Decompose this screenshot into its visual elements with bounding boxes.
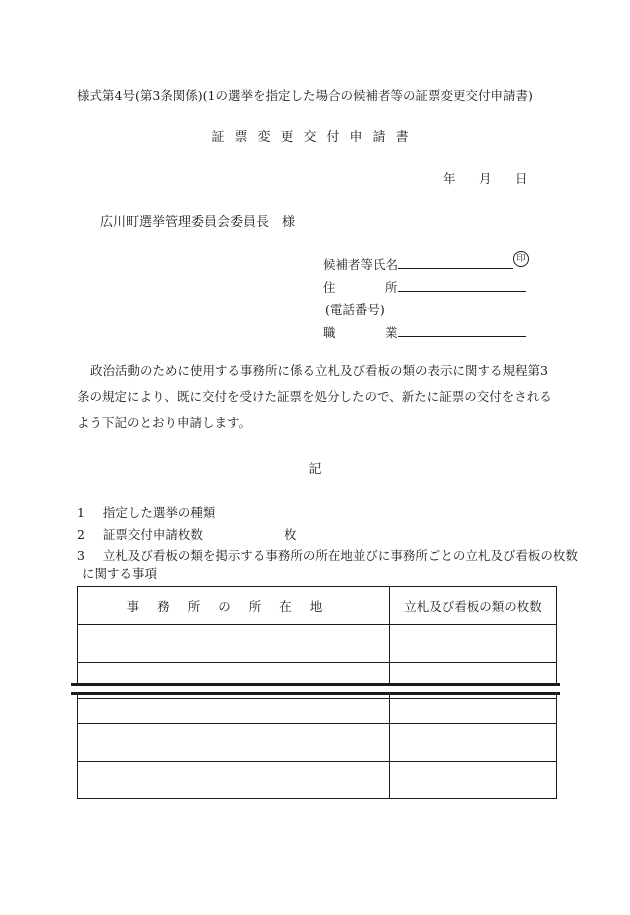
table-break-mark <box>71 683 560 695</box>
table-cell-location[interactable] <box>78 724 390 762</box>
table-row <box>78 699 557 724</box>
item-2-number: 2 <box>77 527 85 542</box>
table-cell-location[interactable] <box>78 762 390 799</box>
table-cell-count[interactable] <box>390 625 557 663</box>
item-1-text: 指定した選挙の種類 <box>102 505 216 520</box>
item-3 <box>77 546 578 564</box>
body-paragraph: 政治活動のために使用する事務所に係る立札及び看板の類の表示に関する規程第3条の規定により、既に交付を受けた証票を処分したので、新たに証票の交付をされるよう下記のとおり申請します。 <box>77 363 552 430</box>
table-cell-count[interactable] <box>390 762 557 799</box>
document-title: 証票変更交付申請書 <box>211 130 419 145</box>
date-month: 月 <box>479 171 492 186</box>
table-cell-location[interactable] <box>78 625 390 663</box>
phone-label: (電話番号) <box>325 302 385 317</box>
table-row <box>78 762 557 799</box>
item-1 <box>77 503 215 521</box>
occupation-label-2: 業 <box>385 325 398 340</box>
table-cell-count[interactable] <box>390 699 557 724</box>
address-line[interactable] <box>398 291 526 292</box>
table-row <box>78 625 557 663</box>
date-year: 年 <box>443 171 456 186</box>
item-2 <box>77 525 203 543</box>
addressee: 広川町選挙管理委員会委員長 様 <box>100 215 296 230</box>
item-3-number: 3 <box>77 548 85 563</box>
table-header-row <box>78 587 557 625</box>
ki-label: 記 <box>308 462 322 477</box>
item-3-text-line1: 立札及び看板の類を掲示する事務所の所在地並びに事務所ごとの立札及び看板の枚数 <box>102 548 578 563</box>
table-header-location: 事務所の所在地 <box>78 587 390 625</box>
item-1-number: 1 <box>77 505 85 520</box>
address-label-2: 所 <box>385 280 398 295</box>
form-header: 様式第4号(第3条関係)(1の選挙を指定した場合の候補者等の証票変更交付申請書) <box>77 88 533 103</box>
table-cell-count[interactable] <box>390 724 557 762</box>
date-day: 日 <box>515 171 528 186</box>
date-line <box>443 169 528 187</box>
item-2-text: 証票交付申請枚数 <box>102 527 203 542</box>
table-header-sign-count: 立札及び看板の類の枚数 <box>390 587 557 625</box>
item-2-unit: 枚 <box>284 527 297 542</box>
item-3-text-line2: に関する事項 <box>82 566 158 581</box>
occupation-line[interactable] <box>398 336 526 337</box>
table-cell-location[interactable] <box>78 699 390 724</box>
applicant-name-line[interactable] <box>398 268 513 269</box>
seal-mark: 印 <box>513 251 529 267</box>
occupation-label-1: 職 <box>323 325 336 340</box>
address-label-1: 住 <box>323 280 336 295</box>
applicant-name-label: 候補者等氏名 <box>323 257 399 272</box>
table-row <box>78 724 557 762</box>
